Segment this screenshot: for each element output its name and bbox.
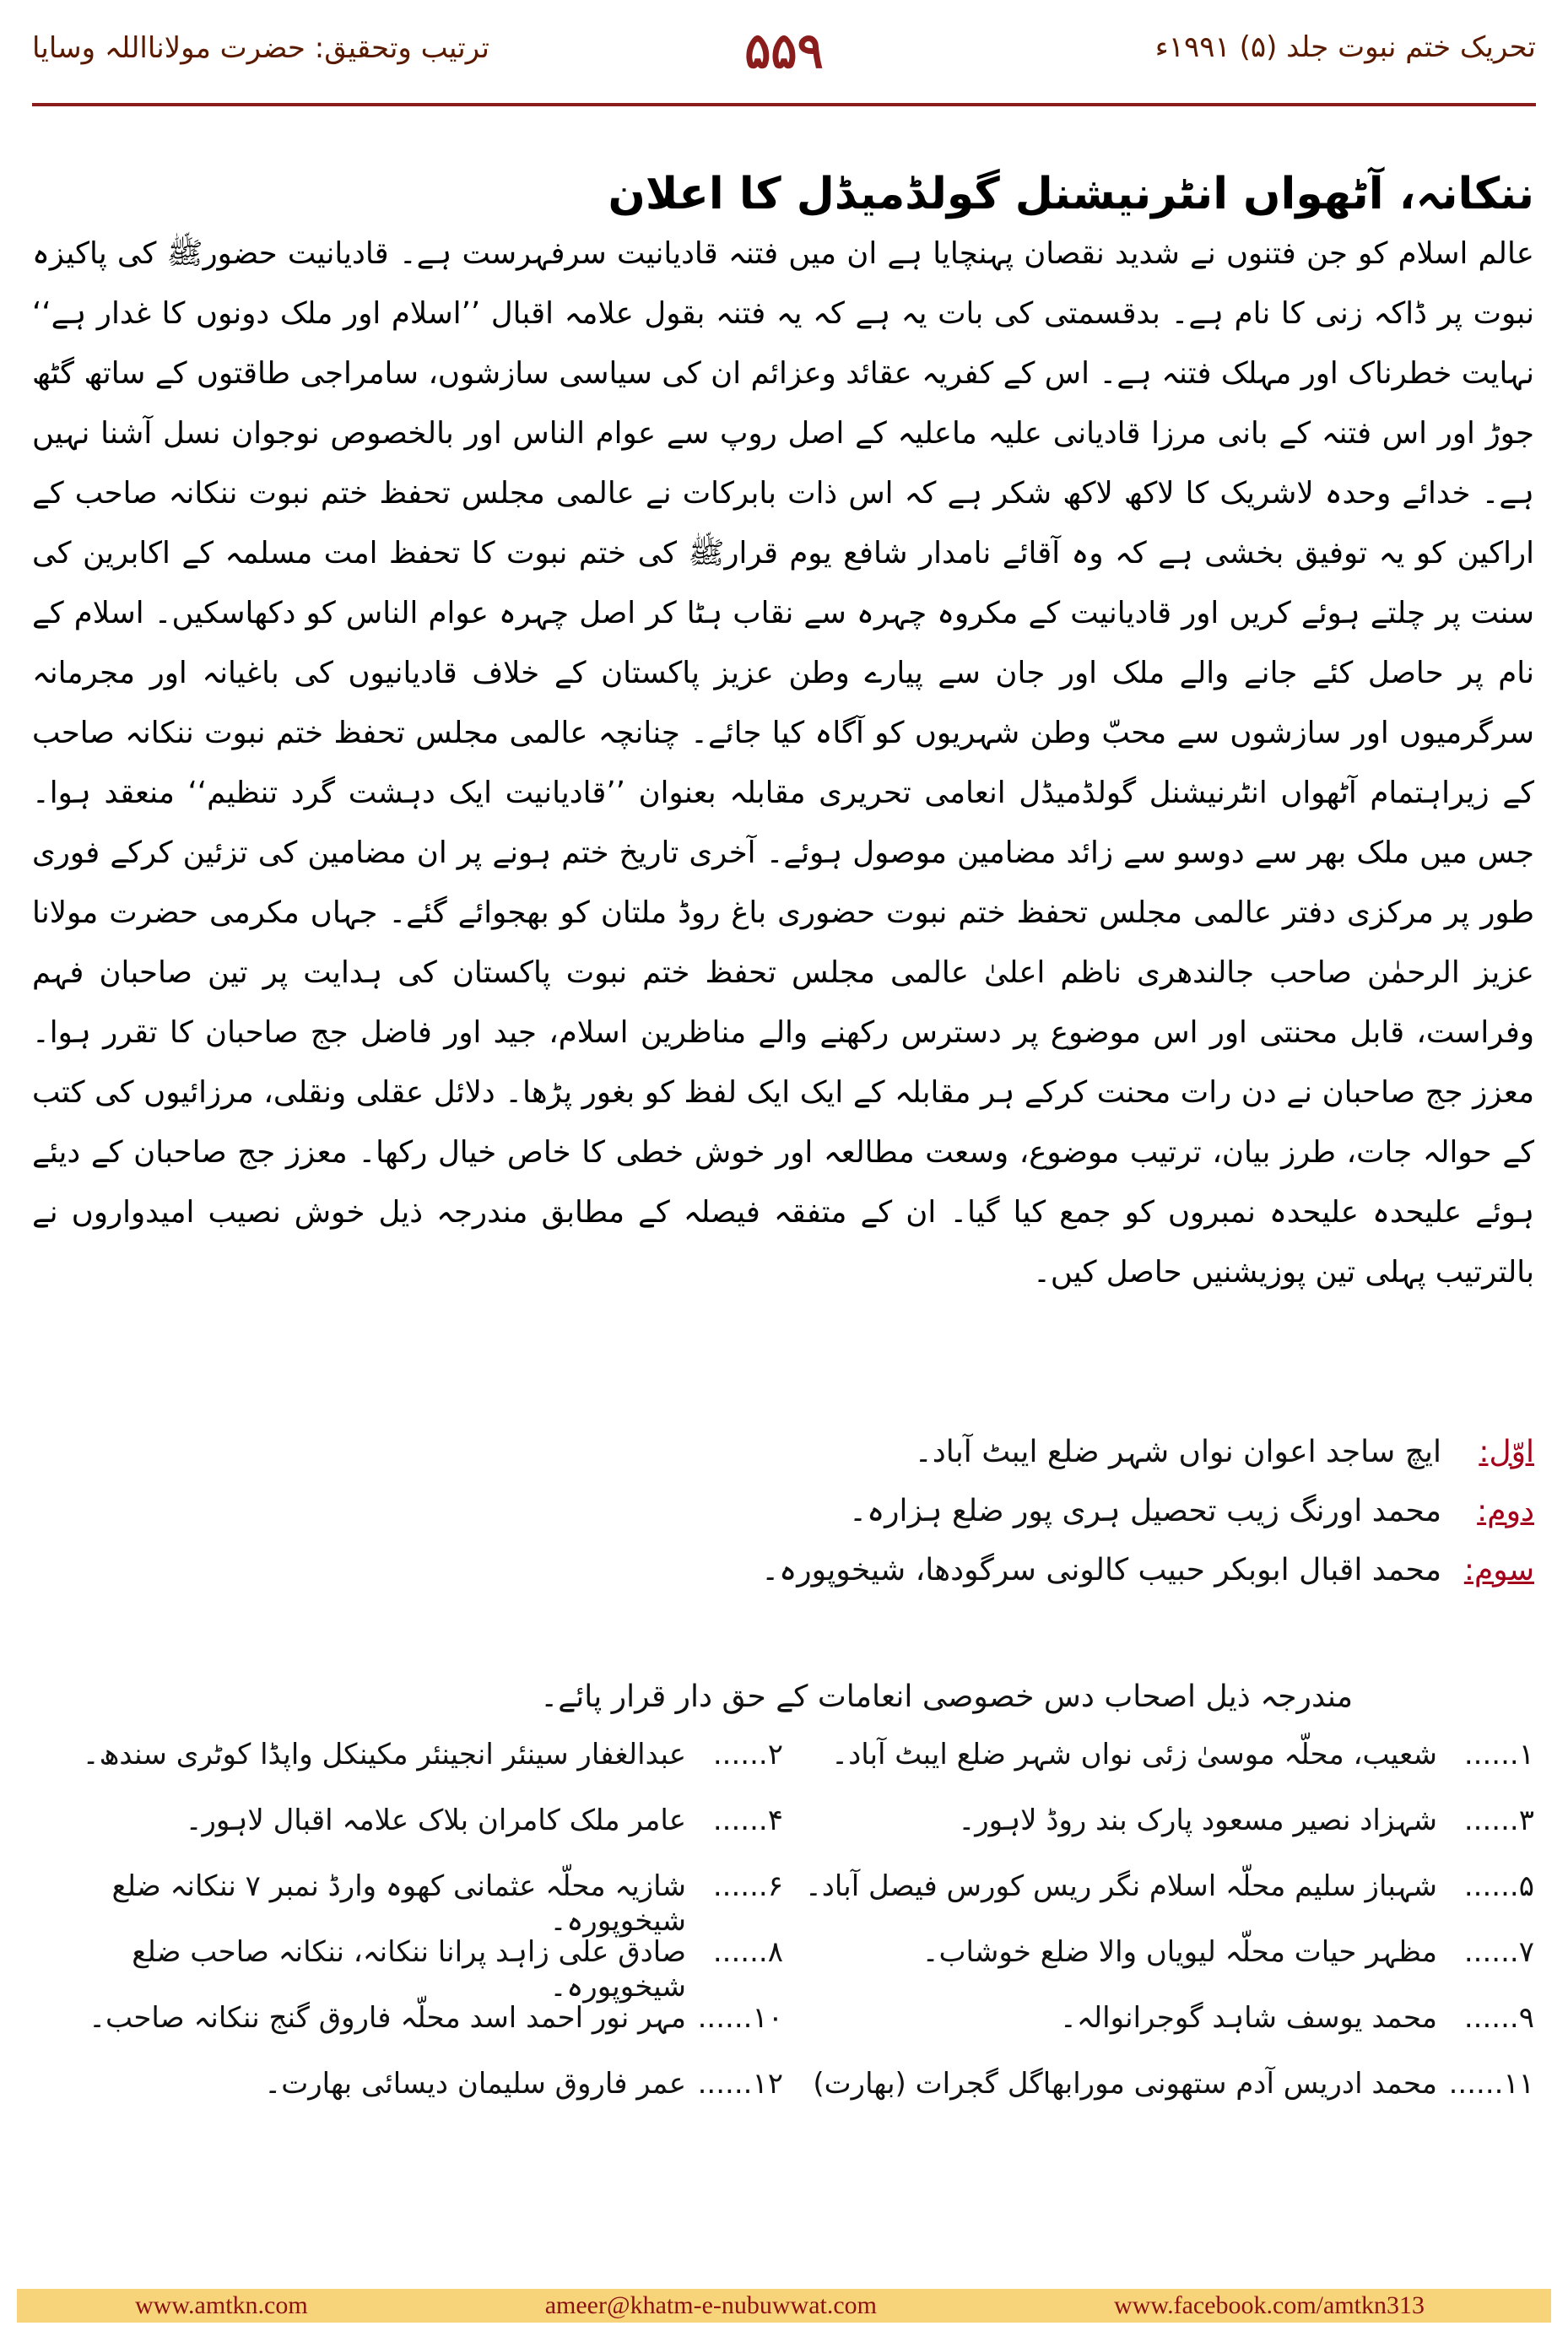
winner-row xyxy=(32,1869,1534,1938)
winner-entry xyxy=(32,1803,783,1837)
winner-entry xyxy=(32,1737,783,1771)
winner-number: ۸...... xyxy=(712,1935,783,1969)
winner-name: شہباز سلیم محلّہ اسلام نگر ریس کورس فیصل آباد۔ xyxy=(804,1869,1437,1903)
article-body xyxy=(32,224,1534,1302)
position-row xyxy=(32,1435,1534,1494)
winner-number: ۱۰...... xyxy=(697,2001,783,2035)
winner-name: شعیب، محلّہ موسیٰ زئی نواں شہر ضلع ایبٹ آباد۔ xyxy=(831,1738,1437,1771)
article-title: ننکانہ، آٹھواں انٹرنیشنل گولڈمیڈل کا اعلان xyxy=(608,168,1534,219)
winner-number: ۱۱...... xyxy=(1448,2067,1534,2101)
winner-row xyxy=(32,2066,1534,2132)
winner-entry xyxy=(783,1803,1534,1837)
winner-name: محمد ادریس آدم ستھونی مورابھاگل گجرات (بھارت) xyxy=(813,2067,1437,2101)
compiler-credit: ترتیب وتحقیق: حضرت مولانااللہ وسایا xyxy=(32,31,489,65)
winner-entry xyxy=(783,1737,1534,1771)
website-link[interactable]: www.amtkn.com xyxy=(135,2291,308,2319)
winner-entry xyxy=(783,1934,1534,1969)
winner-name: عمر فاروق سلیمان دیسائی بھارت۔ xyxy=(264,2067,686,2101)
winner-entry xyxy=(32,1869,783,1938)
winner-name: مظہر حیات محلّہ لیویاں والا ضلع خوشاب۔ xyxy=(922,1935,1437,1969)
winner-name: شازیہ محلّہ عثمانی کھوہ وارڈ نمبر ۷ ننکانہ ضلع شیخوپورہ۔ xyxy=(111,1869,686,1938)
position-label: دوم: xyxy=(1477,1494,1534,1528)
winner-entry xyxy=(783,2000,1534,2035)
winner-name: عبدالغفار سینئر انجینئر مکینکل واپڈا کوٹری سندھ۔ xyxy=(82,1738,686,1771)
position-name: ایچ ساجد اعوان نواں شہر ضلع ایبٹ آباد۔ xyxy=(914,1435,1441,1469)
winner-number: ۱۲...... xyxy=(697,2067,783,2101)
winner-number: ۴...... xyxy=(712,1804,783,1837)
winner-number: ۶...... xyxy=(712,1869,783,1903)
page-header xyxy=(32,22,1536,101)
winner-name: محمد یوسف شاہد گوجرانوالہ۔ xyxy=(1059,2001,1437,2035)
winner-number: ۷...... xyxy=(1463,1935,1534,1969)
winner-name: شہزاد نصیر مسعود پارک بند روڈ لاہور۔ xyxy=(958,1804,1437,1837)
special-winners-list xyxy=(32,1737,1534,2132)
page-footer xyxy=(17,2289,1551,2323)
winner-name: صادق علی زاہد پرانا ننکانہ، ننکانہ صاحب ضلع شیخوپورہ۔ xyxy=(132,1935,686,2004)
position-label: اوّل: xyxy=(1479,1435,1534,1469)
winner-entry xyxy=(783,1869,1534,1903)
email-link[interactable]: ameer@khatm-e-nubuwwat.com xyxy=(544,2291,878,2319)
winner-number: ۳...... xyxy=(1463,1804,1534,1837)
winner-row xyxy=(32,1934,1534,2004)
winner-name: عامر ملک کامران بلاک علامہ اقبال لاہور۔ xyxy=(185,1804,686,1837)
facebook-link[interactable]: www.facebook.com/amtkn313 xyxy=(1114,2291,1425,2319)
special-awards-intro: مندرجہ ذیل اصحاب دس خصوصی انعامات کے حق دار قرار پائے۔ xyxy=(540,1679,1353,1714)
winner-number: ۱...... xyxy=(1463,1738,1534,1771)
winner-row xyxy=(32,2000,1534,2066)
page-number: ۵۵۹ xyxy=(744,22,824,79)
position-row xyxy=(32,1553,1534,1612)
position-row xyxy=(32,1494,1534,1553)
winner-row xyxy=(32,1737,1534,1803)
winner-entry xyxy=(32,1934,783,2004)
winner-number: ۵...... xyxy=(1463,1869,1534,1903)
book-title: تحریک ختم نبوت جلد (۵) ۱۹۹۱ء xyxy=(1154,30,1536,64)
winner-number: ۹...... xyxy=(1463,2001,1534,2035)
position-name: محمد اقبال ابوبکر حبیب کالونی سرگودھا، شیخوپورہ۔ xyxy=(761,1553,1441,1587)
body-paragraph: عالم اسلام کو جن فتنوں نے شدید نقصان پہنچایا ہے ان میں فتنہ قادیانیت سرفہرست ہے۔ قادیانیت حضورﷺ کی پاکیزہ نبوت پر ڈاکہ زنی کا نام ہے۔ بدقسمتی کی بات یہ ہے کہ یہ فتنہ بقول علامہ اقبال ’’اسلام اور ملک دونوں کا غدار ہے‘‘ نہایت خطرناک اور مہلک فتنہ ہے۔ اس کے کفریہ عقائد وعزائم ان کی سیاسی سازشوں، سامراجی طاقتوں کے ساتھ گٹھ جوڑ اور اس فتنہ کے بانی مرزا قادیانی علیہ ماعلیہ کے اصل روپ سے عوام الناس اور بالخصوص نوجوان نسل آشنا نہیں ہے۔ خدائے وحدہ لاشریک کا لاکھ لاکھ شکر ہے کہ اس ذات بابرکات نے عالمی مجلس تحفظ ختم نبوت ننکانہ صاحب کے اراکین کو یہ توفیق بخشی ہے کہ وہ آقائے نامدار شافع یوم قرارﷺ کی ختم نبوت کا تحفظ امت مسلمہ کے اکابرین کی سنت پر چلتے ہوئے کریں اور قادیانیت کے مکروہ چہرہ سے نقاب ہٹا کر اصل چہرہ عوام الناس کو دکھاسکیں۔ اسلام کے نام پر حاصل کئے جانے والے ملک اور جان سے پیارے وطن عزیز پاکستان کے خلاف قادیانیوں کی باغیانہ اور مجرمانہ سرگرمیوں اور سازشوں سے محبّ وطن شہریوں کو آگاہ کیا جائے۔ چنانچہ عالمی مجلس تحفظ ختم نبوت ننکانہ صاحب کے زیراہتمام آٹھواں انٹرنیشنل گولڈمیڈل انعامی تحریری مقابلہ بعنوان ’’قادیانیت ایک دہشت گرد تنظیم‘‘ منعقد ہوا۔ جس میں ملک بھر سے دوسو سے زائد مضامین موصول ہوئے۔ آخری تاریخ ختم ہونے پر ان مضامین کی تزئین کرکے فوری طور پر مرکزی دفتر عالمی مجلس تحفظ ختم نبوت حضوری باغ روڈ ملتان کو بھجوائے گئے۔ جہاں مکرمی حضرت مولانا عزیز الرحمٰن صاحب جالندھری ناظم اعلیٰ عالمی مجلس تحفظ ختم نبوت پاکستان کی ہدایت پر تین صاحبان فہم وفراست، قابل محنتی اور اس موضوع پر دسترس رکھنے والے مناظرین اسلام، جید اور فاضل جج صاحبان کا تقرر ہوا۔ معزز جج صاحبان نے دن رات محنت کرکے ہر مقابلہ کے ایک ایک لفظ کو بغور پڑھا۔ دلائل عقلی ونقلی، مرزائیوں کی کتب کے حوالہ جات، طرز بیان، ترتیب موضوع، وسعت مطالعہ اور خوش خطی کا خاص خیال رکھا۔ معزز جج صاحبان کے دیئے ہوئے علیحدہ علیحدہ نمبروں کو جمع کیا گیا۔ ان کے متفقہ فیصلہ کے مطابق مندرجہ ذیل خوش نصیب امیدواروں نے بالترتیب پہلی تین پوزیشنیں حاصل کیں۔ xyxy=(32,236,1534,1290)
position-name: محمد اورنگ زیب تحصیل ہری پور ضلع ہزارہ۔ xyxy=(848,1494,1441,1528)
winner-entry xyxy=(32,2000,783,2035)
winner-name: مہر نور احمد اسد محلّہ فاروق گنج ننکانہ صاحب۔ xyxy=(89,2001,686,2035)
winner-entry xyxy=(783,2067,1534,2101)
positions-list xyxy=(32,1435,1534,1612)
winner-number: ۲...... xyxy=(712,1738,783,1771)
header-divider xyxy=(32,103,1536,106)
winner-row xyxy=(32,1803,1534,1869)
position-label: سوم: xyxy=(1463,1553,1534,1587)
winner-entry xyxy=(32,2066,783,2101)
